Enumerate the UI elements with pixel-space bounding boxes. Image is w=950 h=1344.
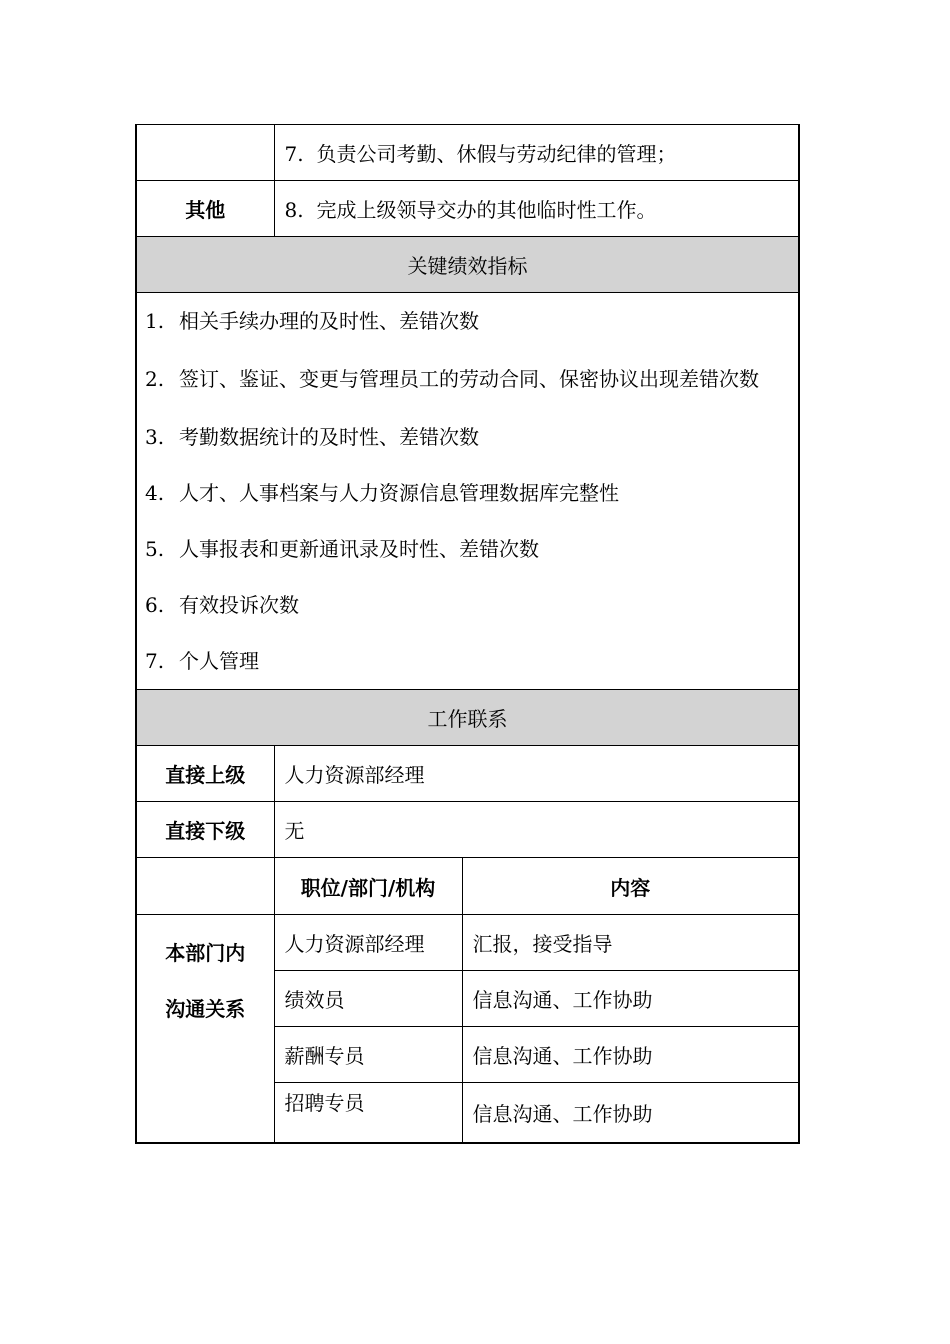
duty-number: 8. <box>284 198 304 222</box>
duty-row-7 <box>136 125 799 181</box>
kpi-heading-row <box>136 237 799 293</box>
kpi-text: 考勤数据统计的及时性、差错次数 <box>179 425 479 449</box>
internal-position: 薪酬专员 <box>274 1027 462 1083</box>
internal-content: 信息沟通、工作协助 <box>462 971 799 1027</box>
job-description-table <box>135 124 800 1144</box>
duty-number: 7. <box>284 142 304 166</box>
kpi-list-row <box>136 293 799 690</box>
relations-heading: 工作联系 <box>136 690 799 746</box>
kpi-list <box>145 293 798 689</box>
internal-header-empty <box>136 858 274 915</box>
kpi-number: 3. <box>145 425 165 449</box>
kpi-number: 5. <box>145 537 165 561</box>
internal-header-row <box>136 858 799 915</box>
kpi-item <box>145 633 798 689</box>
kpi-item <box>145 465 798 521</box>
internal-position: 人力资源部经理 <box>274 915 462 971</box>
duty-text: 负责公司考勤、休假与劳动纪律的管理； <box>316 142 677 166</box>
kpi-text: 有效投诉次数 <box>179 593 299 617</box>
internal-position: 绩效员 <box>274 971 462 1027</box>
kpi-text: 相关手续办理的及时性、差错次数 <box>179 309 479 333</box>
internal-content: 信息沟通、工作协助 <box>462 1027 799 1083</box>
internal-position: 招聘专员 <box>274 1083 462 1144</box>
col-content-header: 内容 <box>462 858 799 915</box>
relations-heading-row <box>136 690 799 746</box>
kpi-item <box>145 293 798 349</box>
internal-comm-label <box>136 915 274 1144</box>
kpi-text: 个人管理 <box>179 649 259 673</box>
internal-content: 信息沟通、工作协助 <box>462 1083 799 1144</box>
duty-item-8 <box>274 181 799 237</box>
kpi-list-cell <box>136 293 799 690</box>
kpi-item <box>145 349 798 409</box>
internal-content: 汇报，接受指导 <box>462 915 799 971</box>
duty-text: 完成上级领导交办的其他临时性工作。 <box>316 198 657 222</box>
superior-row <box>136 746 799 802</box>
kpi-heading: 关键绩效指标 <box>136 237 799 293</box>
duty-row-8 <box>136 181 799 237</box>
kpi-text: 签订、鉴证、变更与管理员工的劳动合同、保密协议出现差错次数 <box>179 367 759 391</box>
kpi-number: 4. <box>145 481 165 505</box>
kpi-item <box>145 409 798 465</box>
kpi-number: 7. <box>145 649 165 673</box>
kpi-number: 6. <box>145 593 165 617</box>
kpi-item <box>145 521 798 577</box>
kpi-item <box>145 577 798 633</box>
kpi-number: 2. <box>145 367 165 391</box>
internal-row <box>136 915 799 971</box>
kpi-text: 人事报表和更新通讯录及时性、差错次数 <box>179 537 539 561</box>
kpi-text: 人才、人事档案与人力资源信息管理数据库完整性 <box>179 481 619 505</box>
superior-value: 人力资源部经理 <box>274 746 799 802</box>
internal-label-line1: 本部门内 <box>165 941 246 965</box>
superior-label: 直接上级 <box>136 746 274 802</box>
duty-item-7 <box>274 125 799 181</box>
subordinate-label: 直接下级 <box>136 802 274 858</box>
duty-label-empty <box>136 125 274 181</box>
col-position-header: 职位/部门/机构 <box>274 858 462 915</box>
kpi-number: 1. <box>145 309 165 333</box>
subordinate-row <box>136 802 799 858</box>
internal-label-line2: 沟通关系 <box>165 997 246 1021</box>
subordinate-value: 无 <box>274 802 799 858</box>
duty-label-other: 其他 <box>136 181 274 237</box>
